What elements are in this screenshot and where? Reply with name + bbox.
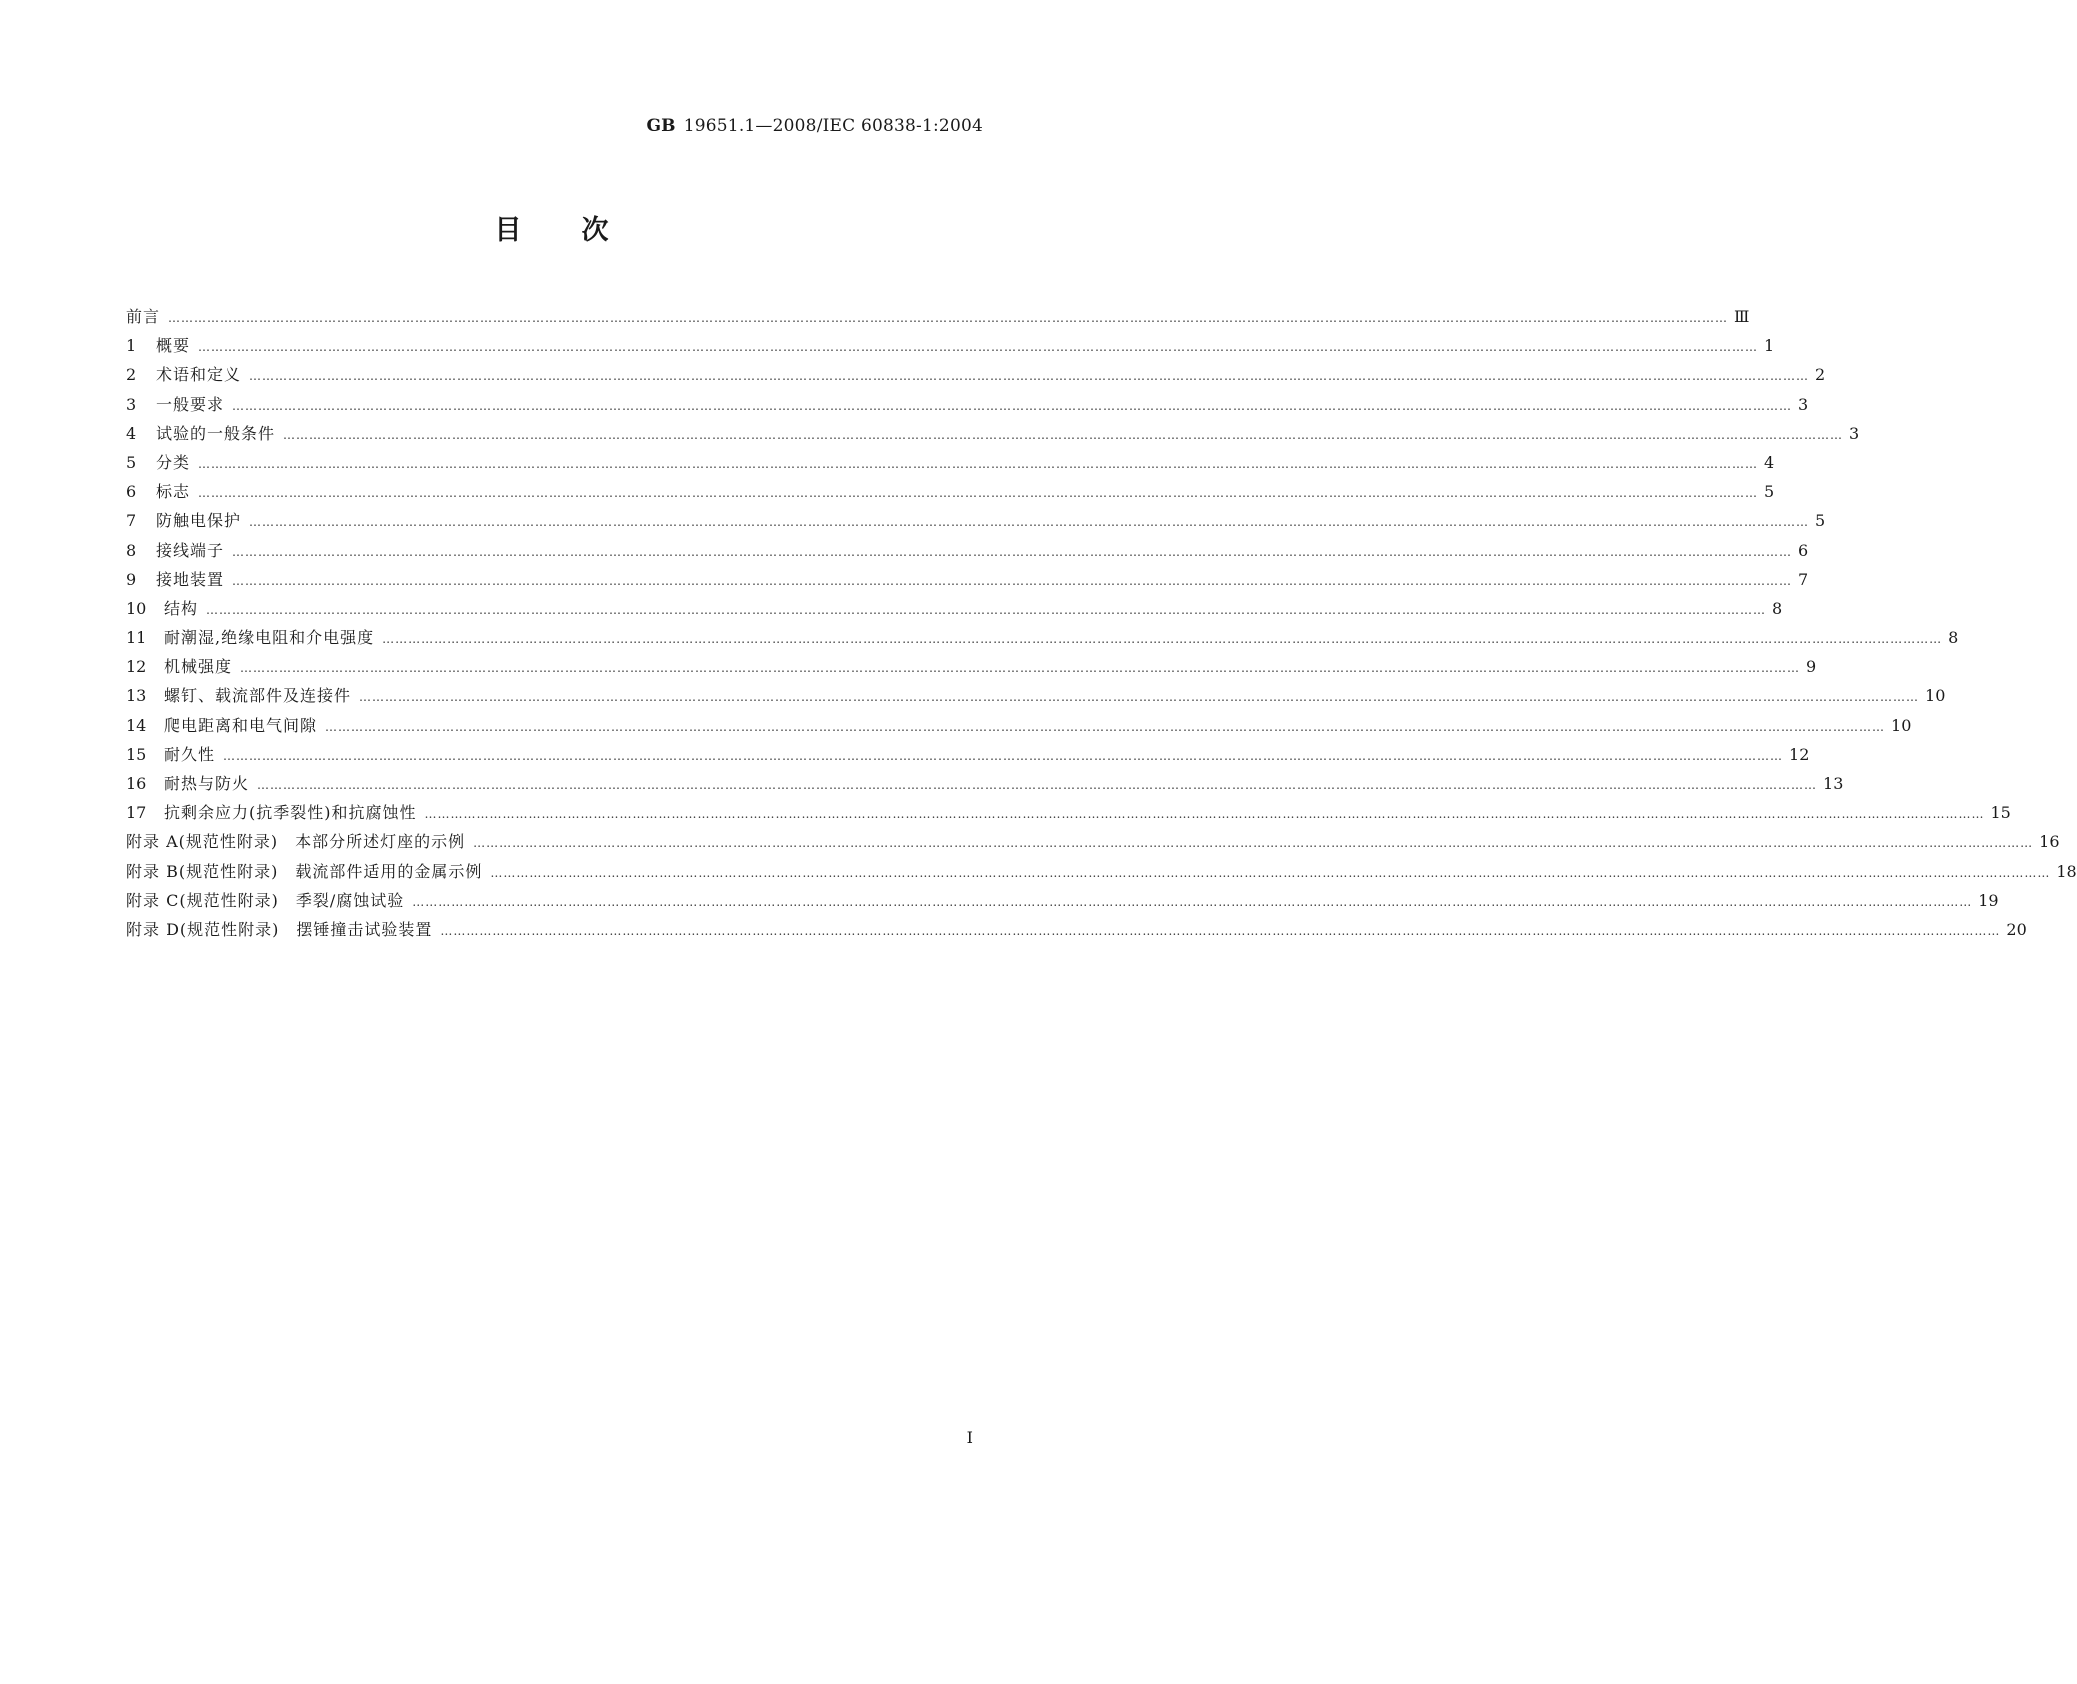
toc-entry-label: 试验的一般条件 (156, 423, 276, 443)
toc-entry-page: 6 (1798, 540, 1809, 560)
toc-entry-number: 12 (126, 657, 147, 677)
toc-leader-dots: ……………………………………………………………………………………………………………………………………………………………………………………………………………………………………………………………………………………………………………………………… (382, 632, 1943, 647)
toc-entry[interactable] (126, 711, 1912, 740)
toc-entry-page: 5 (1764, 482, 1775, 502)
toc-entry-number: 9 (126, 569, 137, 589)
toc-entry-number: 4 (126, 423, 137, 443)
table-of-contents (126, 302, 2077, 944)
toc-leader-dots: ……………………………………………………………………………………………………………………………………………………………………………………………………………………………………………………………………………………………………………………………… (325, 719, 1886, 734)
toc-leader-dots: ……………………………………………………………………………………………………………………………………………………………………………………………………………………………………………………………………………………………………………………………… (240, 661, 1801, 676)
toc-entry-page: 10 (1891, 715, 1912, 735)
toc-entry-label: 一般要求 (156, 394, 225, 414)
standard-number: 19651.1—2008/IEC 60838-1:2004 (683, 116, 983, 136)
toc-entry-label: 爬电距离和电气间隙 (164, 715, 318, 735)
page-number: Ⅰ (966, 1428, 973, 1447)
toc-entry[interactable] (126, 565, 1809, 594)
toc-entry-page: 4 (1764, 452, 1775, 472)
toc-entry-number: 8 (126, 540, 137, 560)
toc-entry-label: 螺钉、载流部件及连接件 (164, 686, 352, 706)
toc-leader-dots: ……………………………………………………………………………………………………………………………………………………………………………………………………………………………………………………………………………………………………………………………… (232, 544, 1793, 559)
toc-entry[interactable] (126, 623, 1959, 652)
toc-entry-number: 15 (126, 744, 147, 764)
toc-entry-page: 1 (1764, 336, 1775, 356)
toc-entry-label: 附录 A(规范性附录) 本部分所述灯座的示例 (126, 832, 466, 852)
toc-entry-label: 附录 C(规范性附录) 季裂/腐蚀试验 (126, 890, 405, 910)
toc-entry-page: 9 (1806, 657, 1817, 677)
toc-leader-dots: ……………………………………………………………………………………………………………………………………………………………………………………………………………………………………………………………………………………………………………………………… (232, 573, 1793, 588)
toc-entry[interactable] (126, 857, 2077, 886)
toc-entry-number: 11 (126, 628, 147, 648)
toc-entry-number: 6 (126, 482, 137, 502)
toc-entry[interactable] (126, 331, 1775, 360)
toc-leader-dots: ……………………………………………………………………………………………………………………………………………………………………………………………………………………………………………………………………………………………………………………………… (198, 340, 1759, 355)
toc-entry-label: 防触电保护 (156, 511, 242, 531)
toc-entry[interactable] (126, 798, 2011, 827)
toc-entry[interactable] (126, 886, 1999, 915)
toc-entry-page: 19 (1978, 890, 1999, 910)
toc-entry-page: 10 (1925, 686, 1946, 706)
toc-entry[interactable] (126, 360, 1826, 389)
toc-entry-page: 20 (2006, 919, 2027, 939)
toc-leader-dots: ……………………………………………………………………………………………………………………………………………………………………………………………………………………………………………………………………………………………………………………………… (257, 778, 1818, 792)
toc-entry[interactable] (126, 740, 1810, 769)
toc-entry-number: 14 (126, 715, 147, 735)
toc-entry-label: 接线端子 (156, 540, 225, 560)
standard-prefix: GB (646, 116, 676, 136)
toc-entry[interactable] (126, 506, 1826, 535)
toc-entry-label: 概要 (156, 336, 191, 356)
toc-entry[interactable] (126, 827, 2060, 856)
toc-entry[interactable] (126, 915, 2027, 944)
toc-entry-label: 耐潮湿,绝缘电阻和介电强度 (164, 628, 375, 648)
toc-entry-page: 8 (1948, 628, 1959, 648)
toc-leader-dots: ……………………………………………………………………………………………………………………………………………………………………………………………………………………………………………………………………………………………………………………………… (440, 923, 2001, 938)
toc-entry-page: 15 (1990, 803, 2011, 823)
toc-entry-label: 接地装置 (156, 569, 225, 589)
toc-entry-page: 13 (1823, 774, 1844, 793)
toc-leader-dots: ……………………………………………………………………………………………………………………………………………………………………………………………………………………………………………………………………………………………………………………………… (490, 865, 2051, 880)
toc-entry-page: 5 (1815, 511, 1826, 531)
toc-entry[interactable] (126, 419, 1860, 448)
toc-leader-dots: ……………………………………………………………………………………………………………………………………………………………………………………………………………………………………………………………………………………………………………………………… (223, 748, 1784, 763)
toc-entry-number: 1 (126, 336, 137, 356)
title-char-1: 目 (494, 215, 524, 246)
toc-entry-label: 结构 (164, 598, 199, 618)
toc-entry-label: 机械强度 (164, 657, 233, 677)
toc-leader-dots: ……………………………………………………………………………………………………………………………………………………………………………………………………………………………………………………………………………………………………………………………… (249, 515, 1810, 530)
toc-entry-label: 抗剩余应力(抗季裂性)和抗腐蚀性 (164, 803, 417, 823)
toc-entry-page: 8 (1772, 598, 1783, 618)
toc-entry-page: 7 (1798, 569, 1809, 589)
toc-entry[interactable] (126, 769, 1844, 798)
toc-entry-page: 18 (2056, 861, 2077, 881)
standard-code (646, 116, 983, 136)
toc-entry[interactable] (126, 652, 1817, 681)
toc-entry[interactable] (126, 390, 1809, 419)
toc-leader-dots: ……………………………………………………………………………………………………………………………………………………………………………………………………………………………………………………………………………………………………………………………… (473, 836, 2034, 851)
toc-leader-dots: ……………………………………………………………………………………………………………………………………………………………………………………………………………………………………………………………………………………………………………………………… (168, 311, 1729, 325)
toc-leader-dots: ……………………………………………………………………………………………………………………………………………………………………………………………………………………………………………………………………………………………………………………………… (198, 456, 1759, 471)
toc-entry-number: 3 (126, 394, 137, 414)
toc-entry-number: 10 (126, 598, 147, 618)
toc-entry-number: 2 (126, 365, 137, 385)
toc-leader-dots: ……………………………………………………………………………………………………………………………………………………………………………………………………………………………………………………………………………………………………………………………… (206, 602, 1767, 617)
toc-entry-label: 标志 (156, 482, 191, 502)
toc-leader-dots: ……………………………………………………………………………………………………………………………………………………………………………………………………………………………………………………………………………………………………………………………… (424, 807, 1985, 822)
toc-entry-page: 2 (1815, 365, 1826, 385)
toc-entry-page: 12 (1789, 744, 1810, 764)
toc-leader-dots: ……………………………………………………………………………………………………………………………………………………………………………………………………………………………………………………………………………………………………………………………… (249, 369, 1810, 384)
toc-entry-label: 术语和定义 (156, 365, 242, 385)
toc-entry-label: 附录 D(规范性附录) 摆锤撞击试验装置 (126, 919, 433, 939)
toc-entry-label: 分类 (156, 452, 191, 472)
toc-entry-number: 5 (126, 452, 137, 472)
toc-leader-dots: ……………………………………………………………………………………………………………………………………………………………………………………………………………………………………………………………………………………………………………………………… (359, 690, 1920, 705)
toc-entry[interactable] (126, 302, 1750, 331)
toc-entry-number: 7 (126, 511, 137, 531)
toc-entry-page: 3 (1798, 394, 1809, 414)
toc-entry-number: 16 (126, 774, 147, 793)
toc-entry-label: 耐热与防火 (164, 774, 250, 793)
page-title (0, 208, 1105, 247)
toc-entry[interactable] (126, 536, 1809, 565)
toc-entry-number: 13 (126, 686, 147, 706)
toc-leader-dots: ……………………………………………………………………………………………………………………………………………………………………………………………………………………………………………………………………………………………………………………………… (232, 398, 1793, 413)
toc-entry[interactable] (126, 477, 1775, 506)
toc-leader-dots: ……………………………………………………………………………………………………………………………………………………………………………………………………………………………………………………………………………………………………………………………… (283, 427, 1844, 442)
toc-entry[interactable] (126, 594, 1783, 623)
toc-entry-page: 16 (2039, 832, 2060, 852)
toc-leader-dots: ……………………………………………………………………………………………………………………………………………………………………………………………………………………………………………………………………………………………………………………………… (412, 894, 1973, 909)
toc-entry-number: 17 (126, 803, 147, 823)
toc-entry-label: 耐久性 (164, 744, 216, 764)
toc-leader-dots: ……………………………………………………………………………………………………………………………………………………………………………………………………………………………………………………………………………………………………………………………… (198, 486, 1759, 501)
toc-entry[interactable] (126, 681, 1946, 710)
toc-entry-page: 3 (1849, 423, 1860, 443)
toc-entry-label: 前言 (126, 307, 161, 326)
toc-entry-label: 附录 B(规范性附录) 载流部件适用的金属示例 (126, 861, 483, 881)
toc-entry[interactable] (126, 448, 1775, 477)
title-char-2: 次 (581, 215, 611, 246)
toc-entry-page: Ⅲ (1734, 307, 1750, 326)
